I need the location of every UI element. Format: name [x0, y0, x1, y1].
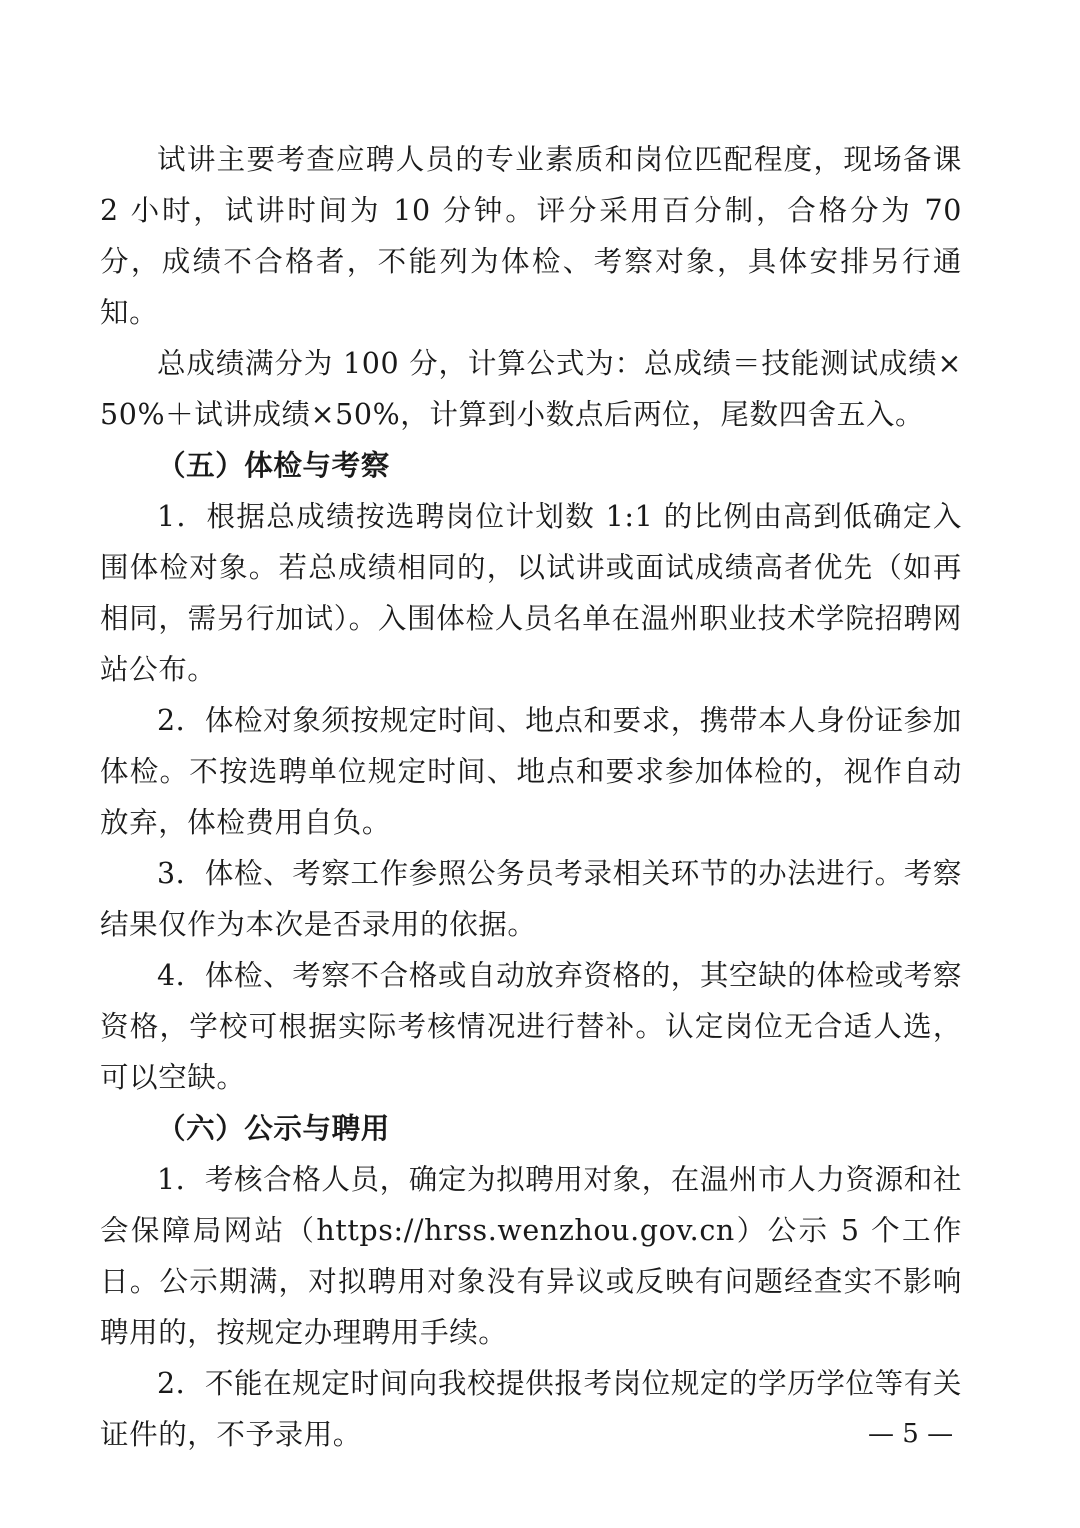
paragraph-publicity-item-1: 1．考核合格人员，确定为拟聘用对象，在温州市人力资源和社会保障局网站（https://hrss.wenzhou.gov.cn）公示 5 个工作日。公示期满，对拟聘用对象没有异议或反映有问题经查实不影响聘用的，按规定办理聘用手续。	[100, 1163, 962, 1349]
document-body	[100, 134, 962, 1460]
section-heading-publicity: （六）公示与聘用	[157, 1112, 390, 1145]
paragraph-trial-lecture: 试讲主要考查应聘人员的专业素质和岗位匹配程度，现场备课 2 小时，试讲时间为 10 分钟。评分采用百分制，合格分为 70 分，成绩不合格者，不能列为体检、考察对象，具体安排另行通知。	[100, 143, 962, 329]
paragraph-exam-item-2: 2．体检对象须按规定时间、地点和要求，携带本人身份证参加体检。不按选聘单位规定时间、地点和要求参加体检的，视作自动放弃，体检费用自负。	[100, 704, 962, 839]
paragraph-exam-item-4: 4．体检、考察不合格或自动放弃资格的，其空缺的体检或考察资格，学校可根据实际考核情况进行替补。认定岗位无合适人选，可以空缺。	[100, 959, 962, 1094]
paragraph-exam-item-3: 3．体检、考察工作参照公务员考录相关环节的办法进行。考察结果仅作为本次是否录用的依据。	[100, 857, 962, 941]
section-heading-medical-exam: （五）体检与考察	[157, 449, 390, 482]
paragraph-exam-item-1: 1．根据总成绩按选聘岗位计划数 1:1 的比例由高到低确定入围体检对象。若总成绩相同的，以试讲或面试成绩高者优先（如再相同，需另行加试）。入围体检人员名单在温州职业技术学院招聘网站公布。	[100, 500, 962, 686]
paragraph-publicity-item-2: 2．不能在规定时间向我校提供报考岗位规定的学历学位等有关证件的，不予录用。	[100, 1367, 962, 1451]
page-number: — 5 —	[868, 1419, 954, 1449]
paragraph-total-score: 总成绩满分为 100 分，计算公式为：总成绩＝技能测试成绩×50%＋试讲成绩×50%，计算到小数点后两位，尾数四舍五入。	[100, 347, 962, 431]
